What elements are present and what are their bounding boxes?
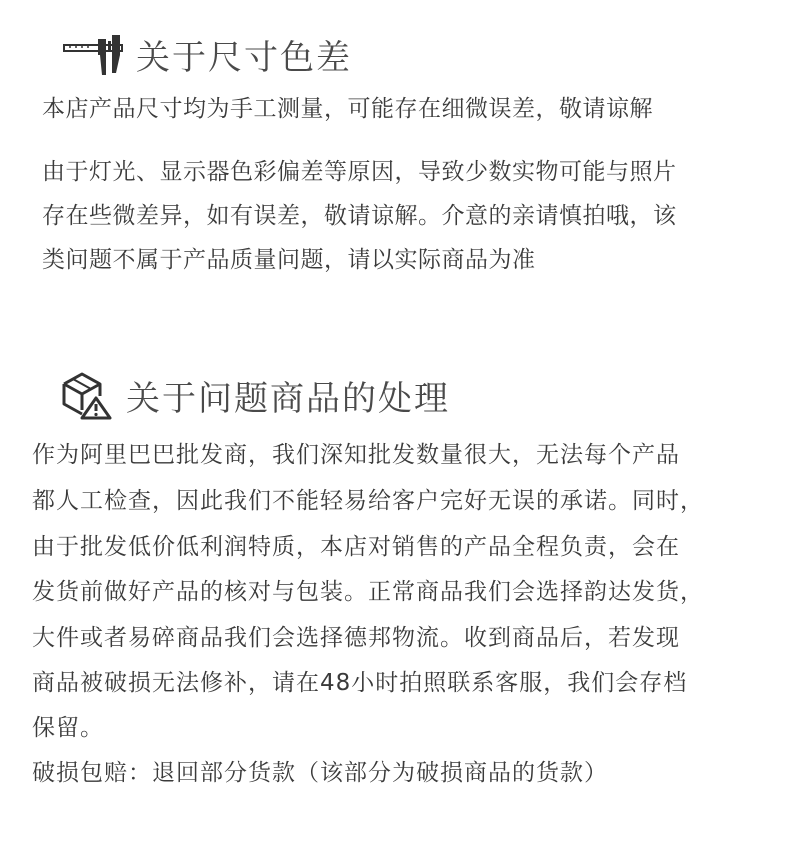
policy-line: 作为阿里巴巴批发商，我们深知批发数量很大，无法每个产品 bbox=[32, 442, 680, 468]
problem-goods-heading bbox=[58, 370, 450, 420]
size-note: 本店产品尺寸均为手工测量，可能存在细微误差，敬请谅解 bbox=[42, 96, 653, 122]
compensation-line: 破损包赔：退回部分货款（该部分为破损商品的货款） bbox=[32, 760, 608, 786]
size-color-heading bbox=[62, 30, 352, 79]
section-title: 关于问题商品的处理 bbox=[126, 378, 450, 419]
color-note-line: 由于灯光、显示器色彩偏差等原因，导致少数实物可能与照片 bbox=[42, 159, 677, 185]
caliper-icon bbox=[62, 33, 128, 77]
policy-line: 发货前做好产品的核对与包装。正常商品我们会选择韵达发货， bbox=[32, 579, 704, 605]
policy-line: 商品被破损无法修补，请在48小时拍照联系客服，我们会存档 bbox=[32, 670, 688, 696]
policy-line: 大件或者易碎商品我们会选择德邦物流。收到商品后，若发现 bbox=[32, 625, 680, 651]
policy-line: 保留。 bbox=[32, 715, 104, 741]
policy-line: 由于批发低价低利润特质，本店对销售的产品全程负责，会在 bbox=[32, 534, 680, 560]
color-note-line: 存在些微差异，如有误差，敬请谅解。介意的亲请慎拍哦，该 bbox=[42, 203, 677, 229]
color-note-line: 类问题不属于产品质量问题，请以实际商品为准 bbox=[42, 247, 536, 273]
section-title: 关于尺寸色差 bbox=[136, 38, 352, 78]
policy-line: 都人工检查，因此我们不能轻易给客户完好无误的承诺。同时， bbox=[32, 488, 704, 514]
damaged-box-warning-icon bbox=[58, 370, 114, 420]
